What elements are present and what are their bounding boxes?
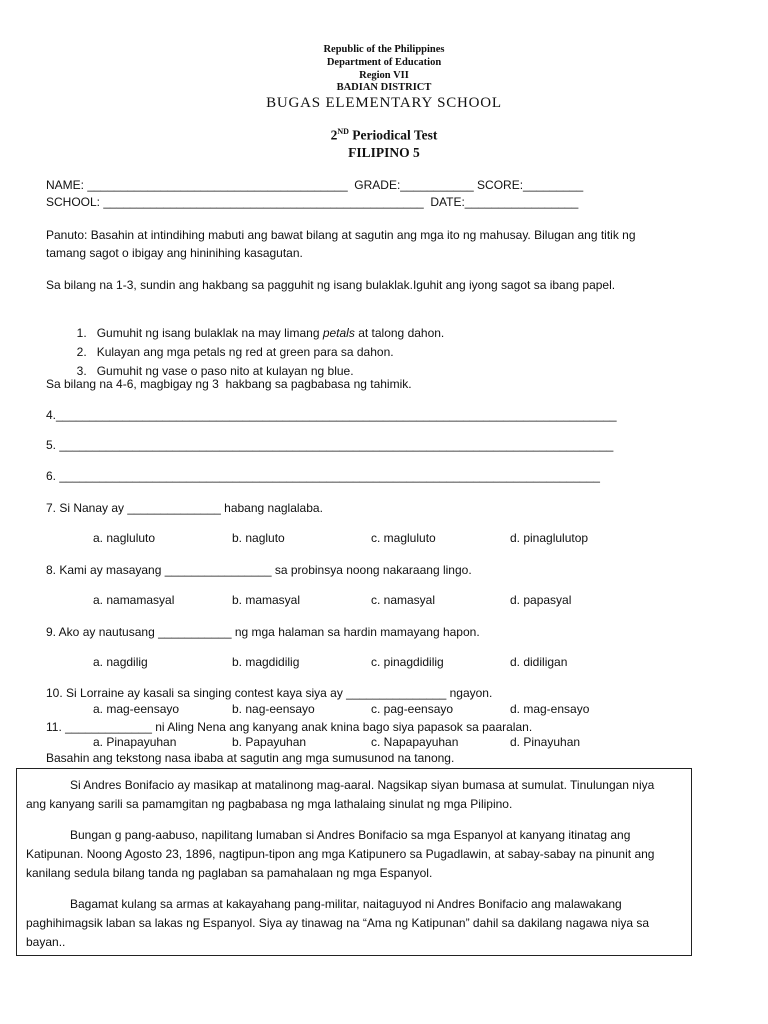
choice-8b[interactable]: b. mamasyal: [232, 593, 301, 607]
choice-7c[interactable]: c. magluluto: [371, 531, 436, 545]
header-department: Department of Education: [326, 57, 442, 68]
test-number: 2: [330, 127, 338, 143]
reading-paragraph-1: Si Andres Bonifacio ay masikap at matalinong mag-aaral. Nagsikap siyan bumasa at sumulat. Tinulungan niya ang kanyang sarili sa pamamgitan ng pagbabasa ng mga lathalaing sinulat ng mga Pilipino.: [26, 778, 655, 811]
choice-9a[interactable]: a. nagdilig: [93, 655, 148, 669]
choice-9c[interactable]: c. pinagdidilig: [371, 655, 444, 669]
choice-11a[interactable]: a. Pinapayuhan: [93, 735, 177, 749]
item-text: Gumuhit ng isang bulaklak na may limang: [96, 326, 323, 340]
subject-title: FILIPINO 5: [348, 145, 420, 160]
directions-line-2: tamang sagot o ibigay ang hininihing kasagutan.: [46, 246, 303, 260]
item-number: 2.: [76, 345, 87, 359]
header-district: BADIAN DISTRICT: [336, 82, 432, 93]
choice-7b[interactable]: b. nagluto: [232, 531, 285, 545]
answer-line-6[interactable]: 6. _________________________________________________________________________________: [46, 469, 600, 483]
choice-9b[interactable]: b. magdidilig: [232, 655, 300, 669]
reading-paragraph-2: Bungan g pang-aabuso, napilitang lumaban si Andres Bonifacio sa mga Espanyol at kanyang itinatag ang Katipunan. Noong Agosto 23, 1896, nagtipun-tipon ang mga Katipunero sa Pugadlawin, at sabay-sabay na pinunit ang kanilang sedula bilang tanda ng paglaban sa pamahalaan ng mga Espanyol.: [26, 828, 655, 880]
header-region: Region VII: [359, 70, 409, 81]
item-number: 1.: [76, 326, 87, 340]
question-11: 11. _____________ ni Aling Nena ang kanyang anak knina bago siya papasok sa paaralan.: [46, 720, 533, 734]
answer-line-5[interactable]: 5. ___________________________________________________________________________________: [46, 438, 614, 452]
test-title: [0, 127, 768, 144]
choice-9d[interactable]: d. didiligan: [510, 655, 568, 669]
question-7: 7. Si Nanay ay ______________ habang naglalaba.: [46, 501, 323, 515]
choice-11d[interactable]: d. Pinayuhan: [510, 735, 581, 749]
question-8: 8. Kami ay masayang ________________ sa probinsya noong nakaraang lingo.: [46, 563, 472, 577]
choice-7a[interactable]: a. nagluluto: [93, 531, 156, 545]
school-name: BUGAS ELEMENTARY SCHOOL: [266, 95, 502, 111]
choice-10d[interactable]: d. mag-ensayo: [510, 702, 590, 716]
choice-10b[interactable]: b. nag-eensayo: [232, 702, 315, 716]
directions-line-1: Panuto: Basahin at intindihing mabuti ang bawat bilang at sagutin ang mga ito ng mahusay. Bilugan ang titik ng: [46, 228, 636, 242]
school-date-fields[interactable]: SCHOOL: ________________________________________________ DATE:_________________: [46, 195, 579, 209]
reading-intro: Basahin ang tekstong nasa ibaba at sagutin ang mga sumusunod na tanong.: [46, 751, 455, 765]
choice-8d[interactable]: d. papasyal: [510, 593, 572, 607]
section1-intro: Sa bilang na 1-3, sundin ang hakbang sa pagguhit ng isang bulaklak.Iguhit ang iyong sagot sa ibang papel.: [46, 278, 616, 292]
section2-intro: Sa bilang na 4-6, magbigay ng 3 hakbang sa pagbabasa ng tahimik.: [46, 377, 412, 391]
item-text: Gumuhit ng vase o paso nito at kulayan ng blue.: [96, 364, 354, 378]
choice-8a[interactable]: a. namamasyal: [93, 593, 175, 607]
choice-11c[interactable]: c. Napapayuhan: [371, 735, 459, 749]
choice-8c[interactable]: c. namasyal: [371, 593, 436, 607]
question-9: 9. Ako ay nautusang ___________ ng mga halaman sa hardin mamayang hapon.: [46, 625, 480, 639]
test-label: Periodical Test: [348, 127, 438, 143]
reading-paragraph-3: Bagamat kulang sa armas at kakayahang pang-militar, naitaguyod ni Andres Bonifacio ang malawakang paghihimagsik laban sa lakas ng Espanyol. Siya ay tinawag na “Ama ng Katipunan” dahil sa dakilang nagawa niya sa bayan..: [26, 897, 650, 949]
answer-line-4[interactable]: 4.____________________________________________________________________________________: [46, 408, 617, 422]
item-text: Kulayan ang mga petals ng red at green para sa dahon.: [96, 345, 394, 359]
test-ordinal: ND: [337, 127, 349, 136]
header-republic: Republic of the Philippines: [323, 44, 445, 55]
name-grade-score-fields[interactable]: NAME: _______________________________________ GRADE:___________ SCORE:_________: [46, 178, 584, 192]
item-emphasis: petals: [322, 326, 355, 340]
choice-10c[interactable]: c. pag-eensayo: [371, 702, 454, 716]
choice-11b[interactable]: b. Papayuhan: [232, 735, 307, 749]
item-text-end: at talong dahon.: [354, 326, 445, 340]
choice-7d[interactable]: d. pinaglulutop: [510, 531, 589, 545]
question-10: 10. Si Lorraine ay kasali sa singing contest kaya siya ay _______________ ngayon.: [46, 686, 493, 700]
item-number: 3.: [76, 364, 87, 378]
choice-10a[interactable]: a. mag-eensayo: [93, 702, 180, 716]
